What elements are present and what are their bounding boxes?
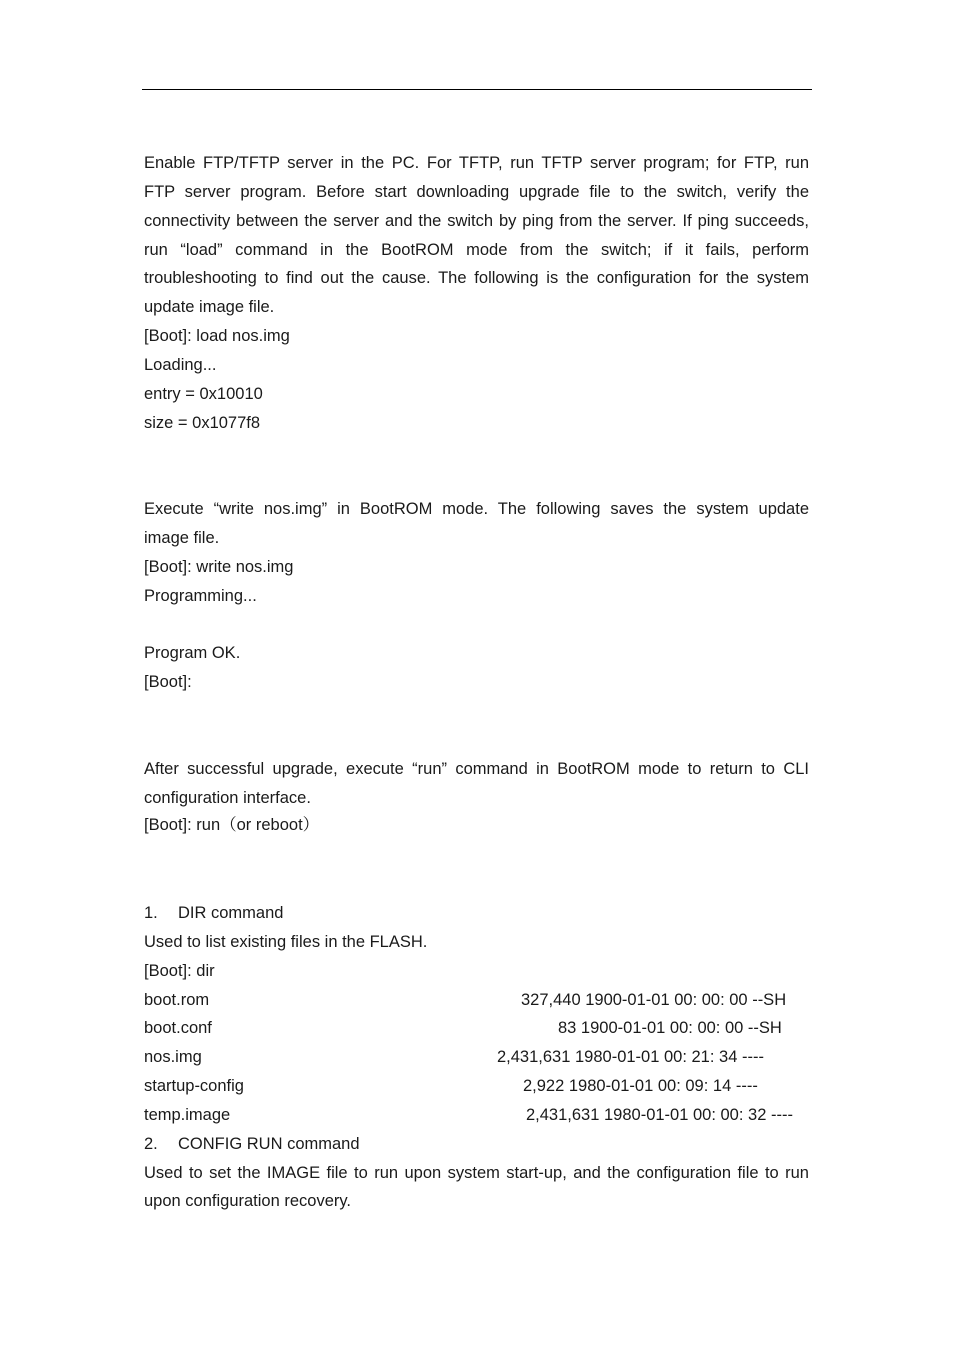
section-title: DIR command <box>178 904 284 922</box>
program-ok-output: Program OK. <box>144 644 241 662</box>
paragraph-line: Used to set the IMAGE file to run upon system start-up, and the configuration file to run <box>144 1164 809 1182</box>
paragraph-line: FTP server program. Before start downloading upgrade file to the switch, verify the <box>144 183 809 201</box>
file-name: startup-config <box>144 1077 244 1095</box>
loading-output: Loading... <box>144 356 217 374</box>
paragraph-line: upon configuration recovery. <box>144 1192 351 1210</box>
dir-description: Used to list existing files in the FLASH. <box>144 933 428 951</box>
file-name: boot.rom <box>144 991 210 1009</box>
paragraph-line: After successful upgrade, execute “run” command in BootROM mode to return to CLI <box>144 760 809 778</box>
section-number: 2. <box>144 1135 158 1153</box>
paragraph-line: image file. <box>144 529 220 547</box>
section-heading-dir <box>144 903 283 923</box>
boot-prompt: [Boot]: <box>144 673 192 691</box>
paragraph-line: connectivity between the server and the switch by ping from the server. If ping succeeds, <box>144 212 809 230</box>
entry-output: entry = 0x10010 <box>144 385 263 403</box>
file-name: temp.image <box>144 1106 231 1124</box>
file-info: 83 1900-01-01 00: 00: 00 --SH <box>558 1019 782 1037</box>
programming-output: Programming... <box>144 587 257 605</box>
size-output: size = 0x1077f8 <box>144 414 261 432</box>
load-command: [Boot]: load nos.img <box>144 327 290 345</box>
write-command: [Boot]: write nos.img <box>144 558 294 576</box>
file-info: 327,440 1900-01-01 00: 00: 00 --SH <box>521 991 787 1009</box>
file-info: 2,431,631 1980-01-01 00: 21: 34 ---- <box>497 1048 764 1066</box>
paragraph-line: configuration interface. <box>144 789 311 807</box>
paragraph-line: run “load” command in the BootROM mode from the switch; if it fails, perform <box>144 241 809 259</box>
dir-command: [Boot]: dir <box>144 962 215 980</box>
file-info: 2,431,631 1980-01-01 00: 00: 32 ---- <box>526 1106 793 1124</box>
file-name: boot.conf <box>144 1019 212 1037</box>
paragraph-line: update image file. <box>144 298 275 316</box>
section-number: 1. <box>144 904 158 922</box>
paragraph-line: Execute “write nos.img” in BootROM mode. The following saves the system update <box>144 500 809 518</box>
section-title: CONFIG RUN command <box>178 1135 360 1153</box>
paragraph-line: troubleshooting to find out the cause. The following is the configuration for the system <box>144 269 809 287</box>
header-rule <box>142 89 812 90</box>
paragraph-line: Enable FTP/TFTP server in the PC. For TFTP, run TFTP server program; for FTP, run <box>144 154 809 172</box>
section-heading-config-run <box>144 1134 360 1154</box>
run-command: [Boot]: run（or reboot） <box>144 816 320 834</box>
file-name: nos.img <box>144 1048 202 1066</box>
file-info: 2,922 1980-01-01 00: 09: 14 ---- <box>523 1077 758 1095</box>
